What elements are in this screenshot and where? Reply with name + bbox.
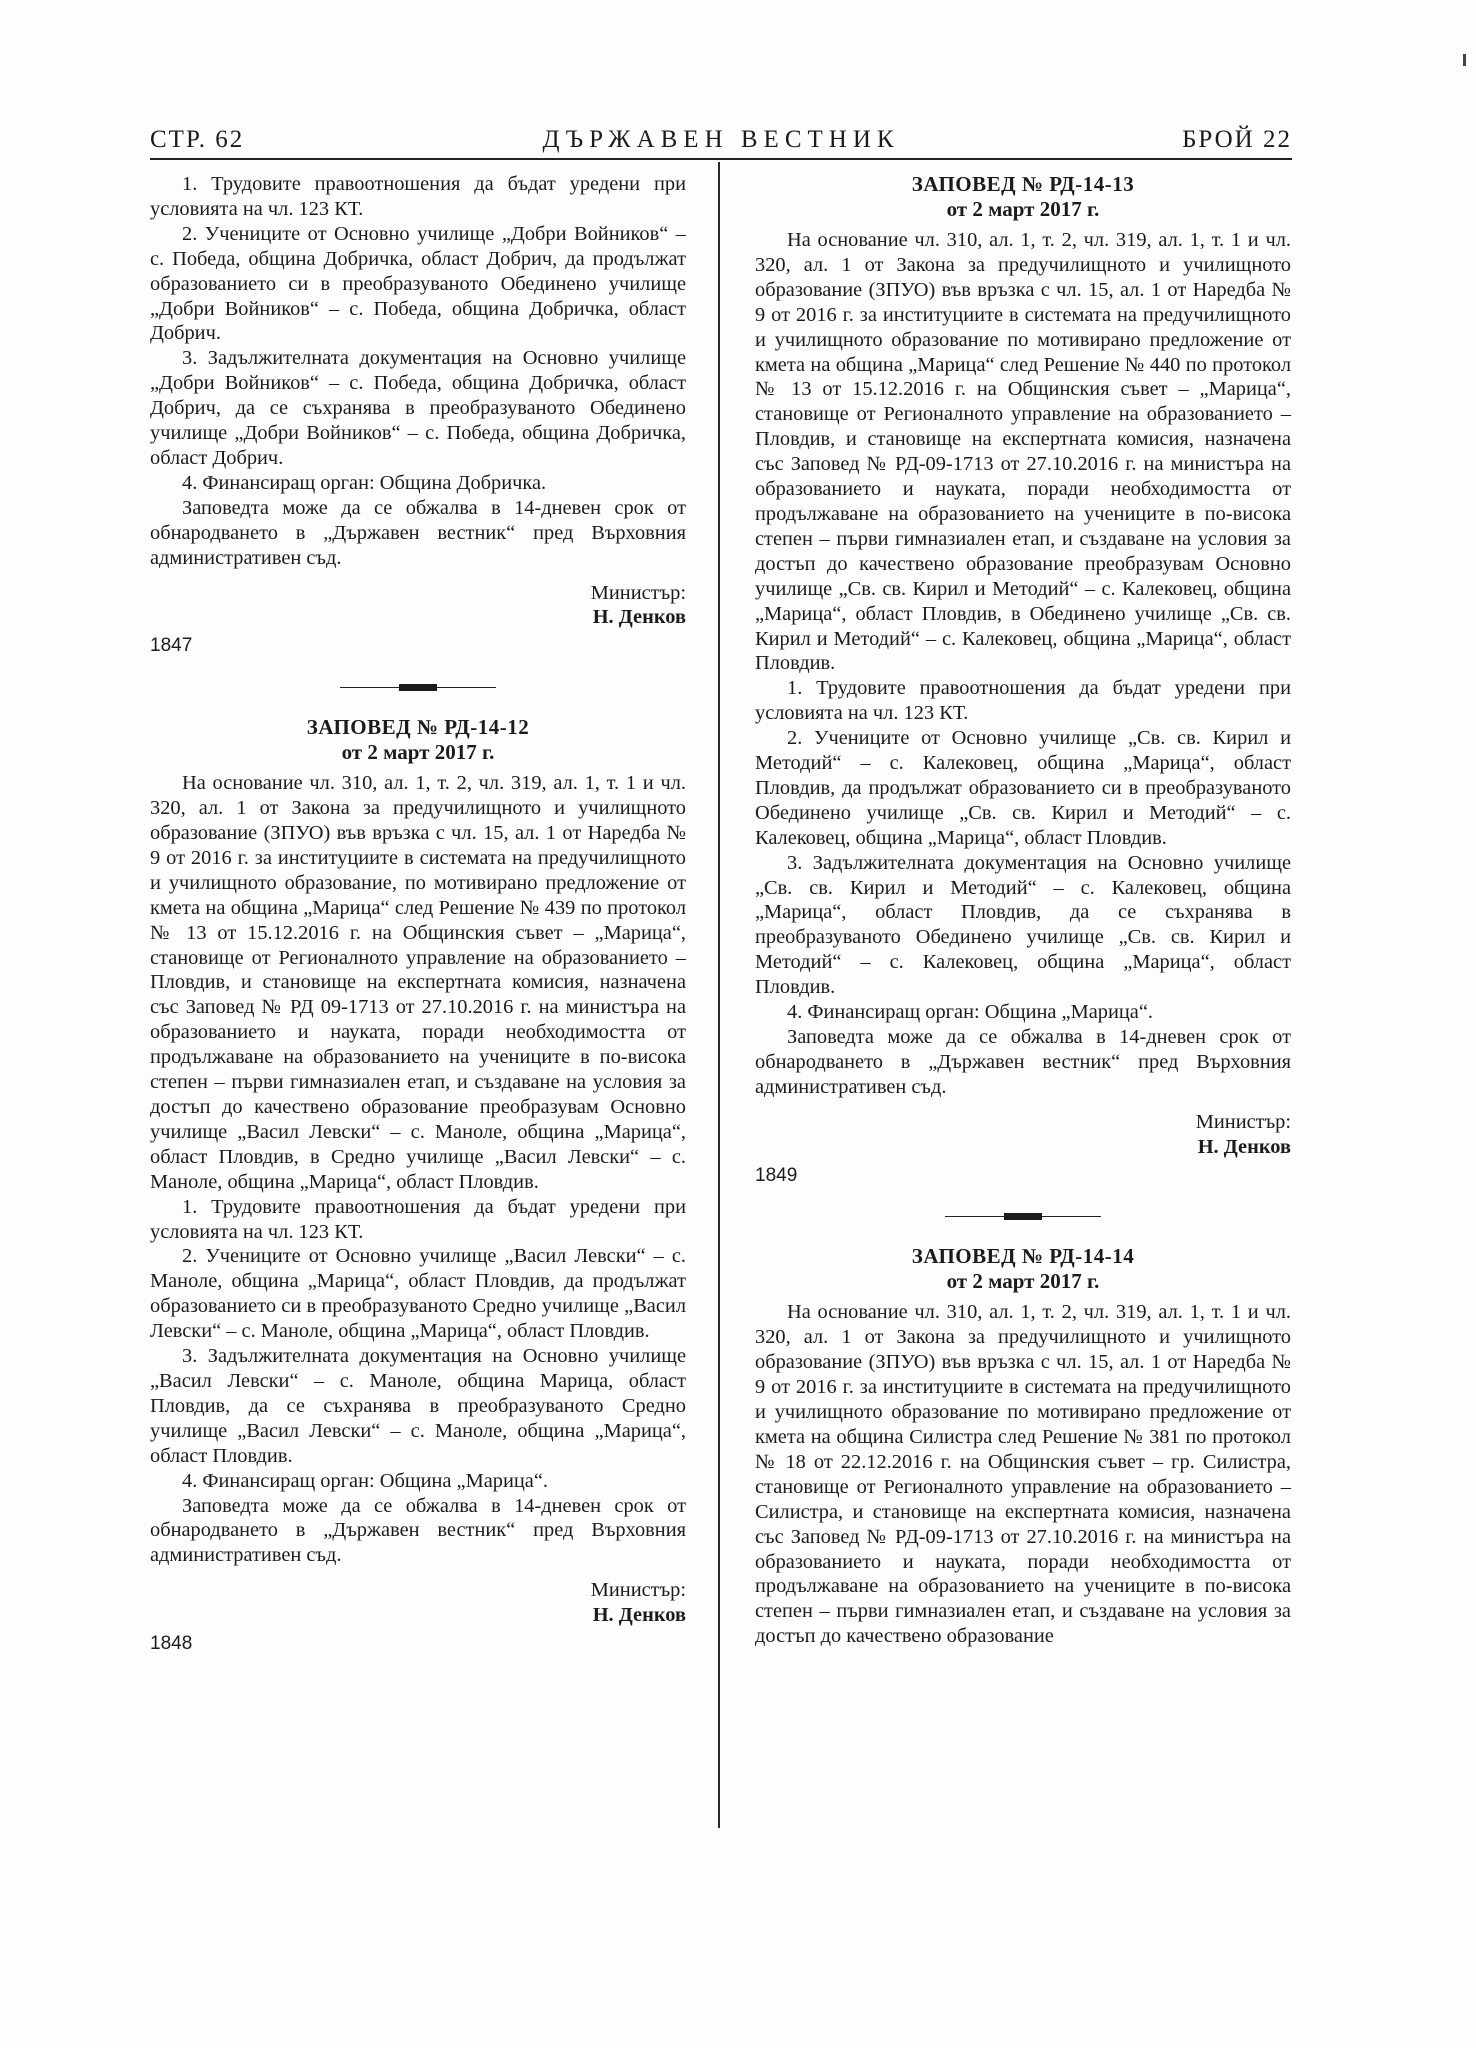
- paragraph: 3. Задължителната документация на Основно училище „Васил Левски“ – с. Маноле, община Марица, област Пловдив, да се съхранява в преобразуваното Средно училище „Васил Левски“ – с. Маноле, община „Марица“, област Пловдив.: [150, 1345, 686, 1467]
- paragraph: На основание чл. 310, ал. 1, т. 2, чл. 319, ал. 1, т. 1 и чл. 320, ал. 1 от Закона за предучилищното и училищното образование (ЗПУО) във връзка с чл. 15, ал. 1 от Наредба № 9 от 2016 г. за институциите в системата на предучилищното и училищното образование, по мотивирано предложение от кмета на община „Марица“ след Решение № 439 по протокол № 13 от 15.12.2016 г. на Общинския съвет – „Марица“, становище от Регионалното управление на образованието – Пловдив, и становище на експертната комисия, назначена със Заповед № РД 09-1713 от 27.10.2016 г. на министъра на образованието и науката, поради необходимостта от продължаване на образованието на учениците в по-висока степен – първи гимназиален етап, и създаване на условия за достъп до качествено образование преобразувам Основно училище „Васил Левски“ – с. Маноле, община „Марица“, област Пловдив, в Средно училище „Васил Левски“ – с. Маноле, община „Марица“, област Пловдив.: [150, 772, 686, 1193]
- paragraph: 4. Финансиращ орган: Община Добричка.: [182, 471, 547, 494]
- left-column: [150, 172, 686, 1657]
- section-separator: [755, 1210, 1291, 1224]
- order-title: ЗАПОВЕД № РД-14-13: [911, 172, 1135, 196]
- signature-role: Министър:: [1195, 1110, 1291, 1133]
- signature-block: [755, 1110, 1291, 1160]
- document-number: 1849: [755, 1164, 798, 1186]
- signature-block: [150, 581, 686, 631]
- page-header: [150, 126, 1292, 156]
- order-date: от 2 март 2017 г.: [341, 740, 495, 765]
- order-title: ЗАПОВЕД № РД-14-12: [306, 715, 530, 740]
- page-number: СТР. 62: [150, 126, 245, 153]
- paragraph: 4. Финансиращ орган: Община „Марица“.: [182, 1469, 548, 1492]
- paragraph: 1. Трудовите правоотношения да бъдат уредени при условията на чл. 123 КТ.: [755, 677, 1291, 725]
- right-column: [755, 172, 1291, 1649]
- paragraph: 3. Задължителната документация на Основно училище „Добри Войников“ – с. Победа, община Добричка, област Добрич, да се съхранява в преобразуваното Обединено училище „Добри Войников“ – с. Победа, община Добричка, област Добрич.: [150, 347, 686, 469]
- order-date: от 2 март 2017 г.: [946, 1269, 1100, 1294]
- paragraph: 2. Учениците от Основно училище „Васил Левски“ – с. Маноле, община „Марица“, област Пловдив, да продължат образованието си в преобразуваното Средно училище „Васил Левски“ – с. Маноле, община „Марица“, област Пловдив.: [150, 1245, 686, 1343]
- order-date: от 2 март 2017 г.: [946, 197, 1100, 221]
- paragraph: Заповедта може да се обжалва в 14-дневен срок от обнародването в „Държавен вестник“ пред Върховния административен съд.: [150, 1494, 686, 1567]
- paragraph: 2. Учениците от Основно училище „Добри Войников“ – с. Победа, община Добричка, област Добрич, да продължат образованието си в преобразуваното Обединено училище „Добри Войников“ – с. Победа, община Добричка, област Добрич.: [150, 222, 686, 345]
- signature-role: Министър:: [590, 581, 686, 604]
- header-rule: [150, 158, 1292, 160]
- column-divider: [718, 162, 720, 1828]
- paragraph: 1. Трудовите правоотношения да бъдат уредени при условията на чл. 123 КТ.: [150, 1195, 686, 1243]
- signature-role: Министър:: [590, 1579, 686, 1602]
- paragraph: На основание чл. 310, ал. 1, т. 2, чл. 319, ал. 1, т. 1 и чл. 320, ал. 1 от Закона за предучилищното и училищното образование (ЗПУО) във връзка с чл. 15, ал. 1 от Наредба № 9 от 2016 г. за институциите в системата на предучилищното и училищното образование по мотивирано предложение от кмета на община Силистра след Решение № 381 по протокол № 18 от 22.12.2016 г. на Общинския съвет – гр. Силистра, становище от Регионалното управление на образованието – Силистра, и становище на експертната комисия, назначена със Заповед № РД-09-1713 от 27.10.2016 г. на министъра на образованието и науката, поради необходимостта от продължаване на образованието на учениците в по-висока степен – първи гимназиален етап, и създаване на условия за достъп до качествено образование: [755, 1301, 1291, 1648]
- scan-mark: [1463, 54, 1466, 66]
- paragraph: Заповедта може да се обжалва в 14-дневен срок от обнародването в „Държавен вестник“ пред Върховния административен съд.: [150, 496, 686, 569]
- signature-name: Н. Денков: [1197, 1135, 1291, 1158]
- paragraph: 1. Трудовите правоотношения да бъдат уредени при условията на чл. 123 КТ.: [150, 173, 686, 220]
- document-number: 1847: [150, 635, 193, 657]
- paragraph: 2. Учениците от Основно училище „Св. св. Кирил и Методий“ – с. Калековец, община „Марица“, област Пловдив, да продължат образованието си в преобразуваното Обединено училище „Св. св. Кирил и Методий“ – с. Калековец, община „Марица“, област Пловдив.: [755, 727, 1291, 849]
- section-separator: [150, 681, 686, 695]
- signature-name: Н. Денков: [592, 1604, 686, 1627]
- paragraph: На основание чл. 310, ал. 1, т. 2, чл. 319, ал. 1, т. 1 и чл. 320, ал. 1 от Закона за предучилищното и училищното образование (ЗПУО) във връзка с чл. 15, ал. 1 от Наредба № 9 от 2016 г. за институциите в системата на предучилищното и училищното образование по мотивирано предложение от кмета на община „Марица“ след Решение № 440 по протокол № 13 от 15.12.2016 г. на Общинския съвет – „Марица“, становище от Регионалното управление на образованието – Пловдив, и становище на експертната комисия, назначена със Заповед № РД-09-1713 от 27.10.2016 г. на министъра на образованието и науката, поради необходимостта от продължаване на образованието на учениците в по-висока степен – първи гимназиален етап, и създаване на условия за достъп до качествено образование преобразувам Основно училище „Св. св. Кирил и Методий“ – с. Калековец, община „Марица“, област Пловдив, в Обединено училище „Св. св. Кирил и Методий“ – с. Калековец, община „Марица“, област Пловдив.: [755, 229, 1291, 675]
- signature-name: Н. Денков: [592, 606, 686, 629]
- paragraph: 3. Задължителната документация на Основно училище „Св. св. Кирил и Методий“ – с. Калековец, община „Марица“, област Пловдив, да се съхранява в преобразуваното Обединено училище „Св. св. Кирил и Методий“ – с. Калековец, община „Марица“, област Пловдив.: [755, 851, 1291, 999]
- paragraph: 4. Финансиращ орган: Община „Марица“.: [787, 1001, 1153, 1024]
- issue-number: БРОЙ 22: [1182, 126, 1292, 153]
- document-number: 1848: [150, 1633, 193, 1655]
- publication-title: ДЪРЖАВЕН ВЕСТНИК: [542, 126, 900, 153]
- signature-block: [150, 1578, 686, 1628]
- order-title: ЗАПОВЕД № РД-14-14: [911, 1244, 1135, 1269]
- paragraph: Заповедта може да се обжалва в 14-дневен срок от обнародването в „Държавен вестник“ пред Върховния административен съд.: [755, 1026, 1291, 1098]
